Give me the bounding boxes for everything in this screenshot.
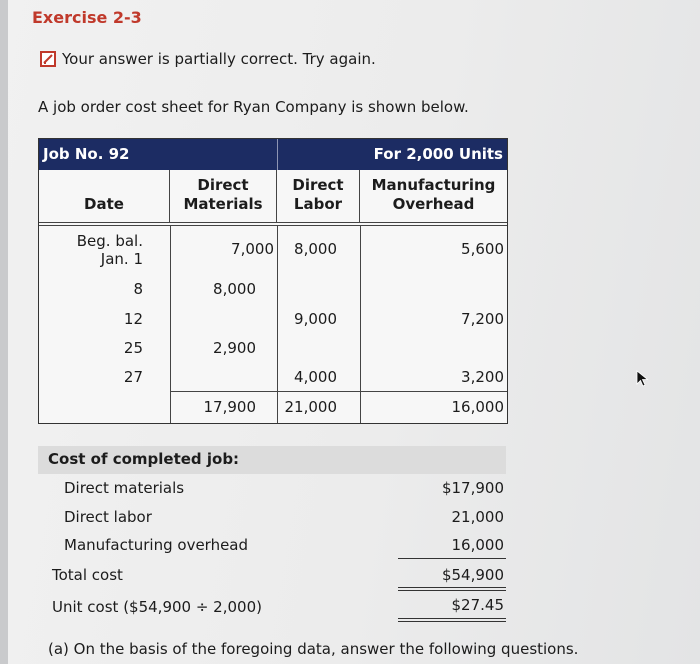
summary-dm-label: Direct materials xyxy=(64,479,185,497)
left-border xyxy=(0,0,8,664)
row-5-moh: 3,200 xyxy=(461,368,504,386)
row-1-dm: 7,000 xyxy=(231,240,274,258)
job-header xyxy=(39,139,507,170)
total-dm: 17,900 xyxy=(203,398,256,416)
total-cost-value: $54,900 xyxy=(441,566,504,584)
col-date: Date xyxy=(39,170,170,223)
question-a: (a) On the basis of the foregoing data, answer the following questions. xyxy=(48,640,579,658)
mouse-cursor-icon xyxy=(636,370,650,392)
row-3-moh: 7,200 xyxy=(461,310,504,328)
row-5-date: 27 xyxy=(123,368,143,386)
feedback-message xyxy=(40,50,376,68)
col-direct-materials: Direct Materials xyxy=(170,170,277,223)
job-cost-sheet xyxy=(38,138,508,424)
row-1-date: Beg. bal. Jan. 1 xyxy=(76,232,143,268)
unit-cost-label: Unit cost ($54,900 ÷ 2,000) xyxy=(52,598,262,616)
row-5-dl: 4,000 xyxy=(294,368,337,386)
total-cost-label: Total cost xyxy=(52,566,123,584)
summary-moh-label: Manufacturing overhead xyxy=(64,536,249,554)
summary-dl-label: Direct labor xyxy=(64,508,152,526)
row-2-dm: 8,000 xyxy=(213,280,256,298)
units-label: For 2,000 Units xyxy=(373,145,503,163)
total-moh: 16,000 xyxy=(451,398,504,416)
row-1-moh: 5,600 xyxy=(461,240,504,258)
row-3-date: 12 xyxy=(123,310,143,328)
summary-heading: Cost of completed job: xyxy=(38,446,506,474)
partial-correct-icon xyxy=(40,51,56,67)
job-number: Job No. 92 xyxy=(43,145,130,163)
row-4-dm: 2,900 xyxy=(213,339,256,357)
summary-dm-value: $17,900 xyxy=(441,479,504,497)
exercise-title: Exercise 2-3 xyxy=(32,8,142,27)
unit-cost-value: $27.45 xyxy=(451,596,504,614)
intro-text: A job order cost sheet for Ryan Company is shown below. xyxy=(38,98,469,116)
row-3-dl: 9,000 xyxy=(294,310,337,328)
col-manufacturing-overhead: Manufacturing Overhead xyxy=(360,170,507,223)
col-direct-labor: Direct Labor xyxy=(277,170,360,223)
summary-moh-value: 16,000 xyxy=(451,536,504,554)
row-4-date: 25 xyxy=(123,339,143,357)
row-2-date: 8 xyxy=(133,280,143,298)
total-dl: 21,000 xyxy=(284,398,337,416)
row-1-dl: 8,000 xyxy=(294,240,337,258)
summary-dl-value: 21,000 xyxy=(451,508,504,526)
feedback-text: Your answer is partially correct. Try again. xyxy=(62,50,376,68)
